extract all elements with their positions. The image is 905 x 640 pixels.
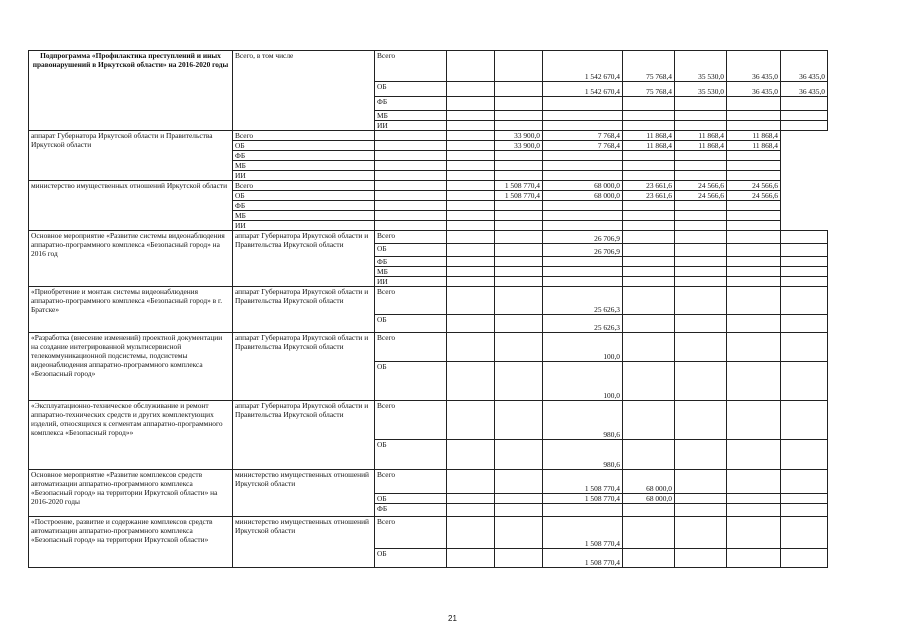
cell-value: 68 000,0 (543, 181, 623, 191)
cell-value: 100,0 (543, 333, 623, 362)
cell-value: 68 000,0 (623, 470, 675, 494)
activity-name: «Эксплуатационно-техническое обслуживание и ремонт аппаратно-технических средств и других комплектующих изделий, относящихся к сегментам аппаратно-программного комплекса «Безопасный город»» (29, 401, 233, 470)
cell-value: 75 768,4 (623, 82, 675, 97)
cell-value: 26 706,9 (543, 244, 623, 257)
cell-value: 25 626,3 (543, 287, 623, 315)
source-label: Всего (233, 131, 375, 141)
source-label: ОБ (375, 440, 447, 470)
source-label: ОБ (375, 244, 447, 257)
cell-value: 36 435,0 (781, 51, 828, 82)
source-label: ОБ (233, 191, 375, 201)
cell-value: 11 868,4 (675, 131, 727, 141)
cell-value: 24 566,6 (675, 181, 727, 191)
activity-name: «Приобретение и монтаж системы видеонаблюдения аппаратно-программного комплекса «Безопасный город» в г. Братске» (29, 287, 233, 333)
source-label: Всего (375, 231, 447, 244)
cell-value: 33 900,0 (495, 131, 543, 141)
cell-value: 980,6 (543, 440, 623, 470)
source-label: ФБ (375, 97, 447, 111)
cell-value: 11 868,4 (675, 141, 727, 151)
source-label: Всего (375, 287, 447, 315)
source-label: МБ (233, 211, 375, 221)
cell-value: 1 542 670,4 (543, 82, 623, 97)
program-title: Подпрограмма «Профилактика преступлений и иных правонарушений в Иркутской области» на 2016-2020 годы (29, 51, 233, 131)
cell-value: 75 768,4 (623, 51, 675, 82)
source-label: ФБ (233, 151, 375, 161)
cell-value: 11 868,4 (623, 141, 675, 151)
cell-value: 35 530,0 (675, 51, 727, 82)
source-label: ОБ (233, 141, 375, 151)
executor-ministry: министерство имущественных отношений Иркутской области (233, 517, 375, 568)
cell-value: 1 508 770,4 (543, 470, 623, 494)
cell-value: 36 435,0 (781, 82, 828, 97)
executor-apparat: аппарат Губернатора Иркутской области и Правительства Иркутской области (233, 287, 375, 333)
source-label: ОБ (375, 82, 447, 97)
cell-value: 1 542 670,4 (543, 51, 623, 82)
source-label: ФБ (375, 257, 447, 267)
cell-value: 100,0 (543, 362, 623, 401)
source-label: ФБ (233, 201, 375, 211)
activity-name: Основное мероприятие «Развитие комплексов средств автоматизации аппаратно-программного комплекса «Безопасный город» на территории Иркутской области» на 2016-2020 годы (29, 470, 233, 517)
cell-value: 7 768,4 (543, 141, 623, 151)
cell-value: 33 900,0 (495, 141, 543, 151)
budget-table (28, 50, 828, 568)
cell-value: 24 566,6 (727, 191, 781, 201)
cell-value: 23 661,6 (623, 191, 675, 201)
cell-value: 11 868,4 (727, 131, 781, 141)
cell-value: 35 530,0 (675, 82, 727, 97)
source-label: Всего (233, 181, 375, 191)
cell-value: 24 566,6 (727, 181, 781, 191)
cell-value: 68 000,0 (543, 191, 623, 201)
source-label: Всего (375, 51, 447, 82)
source-label: ОБ (375, 362, 447, 401)
cell-value: 7 768,4 (543, 131, 623, 141)
cell-value: 1 508 770,4 (495, 191, 543, 201)
source-label: ФБ (375, 504, 447, 517)
activity-name: «Разработка (внесение изменений) проектной документации на создание интегрированной мультисервисной телекоммуникационной подсистемы, подсистемы видеонаблюдения аппаратно-программного комплекса «Безопасный город» (29, 333, 233, 401)
source-label: ИИ (233, 221, 375, 231)
source-label: Всего (375, 470, 447, 494)
page-number: 21 (448, 614, 457, 623)
cell-value: 36 435,0 (727, 82, 781, 97)
executor-apparat: аппарат Губернатора Иркутской области и Правительства Иркутской области (233, 333, 375, 401)
activity-name: Основное мероприятие «Развитие системы видеонаблюдения аппаратно-программного комплекса «Безопасный город» на 2016 год (29, 231, 233, 287)
executor-ministry: министерство имущественных отношений Иркутской области (29, 181, 233, 231)
source-label: ОБ (375, 549, 447, 568)
cell-value: 1 508 770,4 (495, 181, 543, 191)
executor-total: Всего, в том числе (233, 51, 375, 131)
cell-value: 23 661,6 (623, 181, 675, 191)
cell-value: 1 508 770,4 (543, 494, 623, 504)
cell-value: 26 706,9 (543, 231, 623, 244)
cell-value: 11 868,4 (623, 131, 675, 141)
source-label: ИИ (375, 277, 447, 287)
executor-ministry: министерство имущественных отношений Иркутской области (233, 470, 375, 517)
cell-value: 36 435,0 (727, 51, 781, 82)
source-label: МБ (375, 111, 447, 121)
cell-value: 11 868,4 (727, 141, 781, 151)
cell-value: 1 508 770,4 (543, 517, 623, 549)
cell-value: 980,6 (543, 401, 623, 440)
source-label: МБ (375, 267, 447, 277)
executor-apparat: аппарат Губернатора Иркутской области и Правительства Иркутской области (233, 401, 375, 470)
activity-name: «Построение, развитие и содержание комплексов средств автоматизации аппаратно-программного комплекса «Безопасный город» на территории Иркутской области» (29, 517, 233, 568)
source-label: Всего (375, 517, 447, 549)
source-label: ИИ (375, 121, 447, 131)
source-label: Всего (375, 401, 447, 440)
source-label: ОБ (375, 315, 447, 333)
cell-value: 24 566,6 (675, 191, 727, 201)
cell-value: 25 626,3 (543, 315, 623, 333)
source-label: МБ (233, 161, 375, 171)
source-label: Всего (375, 333, 447, 362)
source-label: ИИ (233, 171, 375, 181)
executor-apparat: аппарат Губернатора Иркутской области и Правительства Иркутской области (29, 131, 233, 181)
cell-value: 1 508 770,4 (543, 549, 623, 568)
executor-apparat: аппарат Губернатора Иркутской области и Правительства Иркутской области (233, 231, 375, 287)
source-label: ОБ (375, 494, 447, 504)
cell-value: 68 000,0 (623, 494, 675, 504)
